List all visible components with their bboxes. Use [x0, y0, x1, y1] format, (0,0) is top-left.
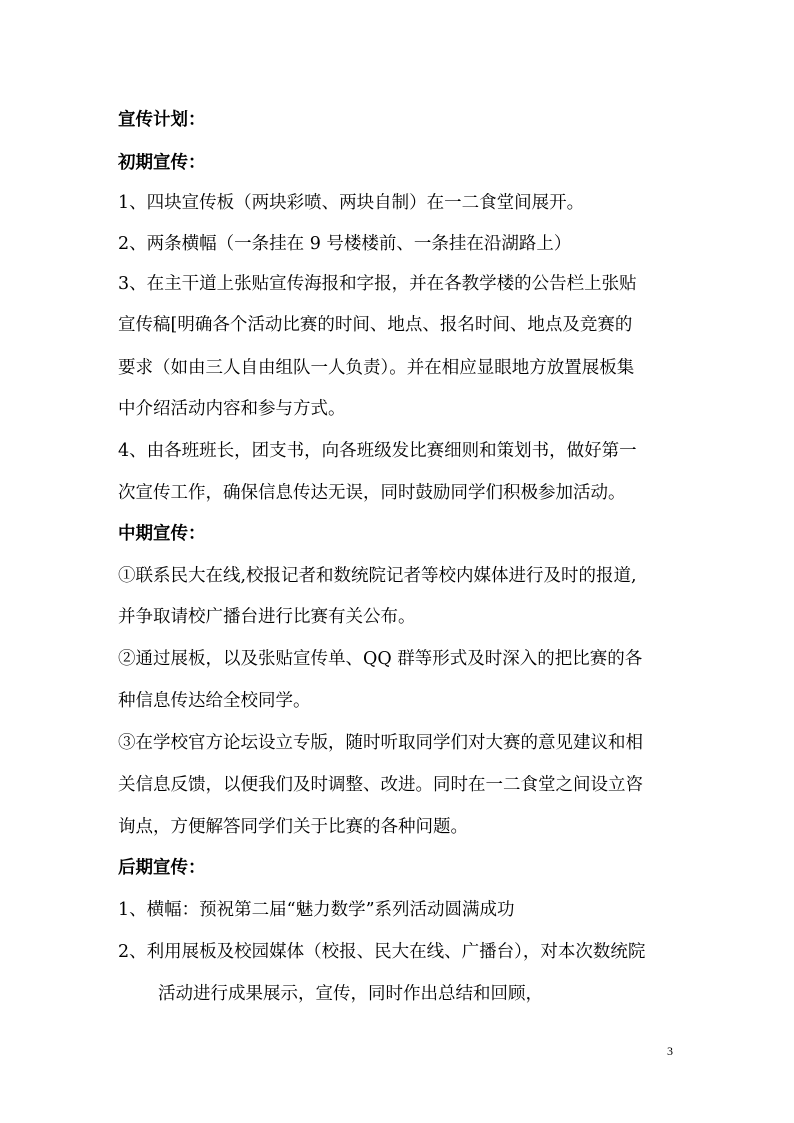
early-line-4: 宣传稿[明确各个活动比赛的时间、地点、报名时间、地点及竞赛的 [118, 315, 633, 335]
late-line-2: 2、利用展板及校园媒体（校报、民大在线、广播台），对本次数统院 [118, 942, 646, 962]
middle-line-2: 并争取请校广播台进行比赛有关公布。 [118, 607, 416, 627]
middle-line-7: 询点，方便解答同学们关于比赛的各种问题。 [118, 817, 468, 837]
early-line-3: 3、在主干道上张贴宣传海报和字报，并在各教学楼的公告栏上张贴 [118, 274, 637, 294]
late-section-title: 后期宣传： [118, 858, 206, 878]
plan-heading: 宣传计划： [118, 110, 206, 130]
early-line-5: 要求（如由三人自由组队一人负责）。并在相应显眼地方放置展板集 [118, 358, 635, 378]
middle-section-title: 中期宣传： [118, 524, 206, 544]
late-line-1: 1、横幅：预祝第二届“魅力数学”系列活动圆满成功 [118, 900, 515, 920]
middle-line-4: 种信息传达给全校同学。 [118, 691, 311, 711]
middle-line-3: ②通过展板，以及张贴宣传单、QQ 群等形式及时深入的把比赛的各 [118, 649, 643, 669]
middle-line-5: ③在学校官方论坛设立专版，随时听取同学们对大赛的意见建议和相 [118, 733, 643, 753]
middle-line-1: ①联系民大在线,校报记者和数统院记者等校内媒体进行及时的报道, [118, 566, 637, 586]
early-line-2: 2、两条横幅（一条挂在 9 号楼楼前、一条挂在沿湖路上） [118, 234, 572, 254]
late-line-3: 活动进行成果展示，宣传，同时作出总结和回顾， [158, 984, 543, 1004]
early-line-8: 次宣传工作，确保信息传达无误，同时鼓励同学们积极参加活动。 [118, 483, 626, 503]
middle-line-6: 关信息反馈，以便我们及时调整、改进。同时在一二食堂之间设立咨 [118, 775, 643, 795]
early-line-1: 1、四块宣传板（两块彩喷、两块自制）在一二食堂间展开。 [118, 193, 585, 213]
early-line-6: 中介绍活动内容和参与方式。 [118, 399, 346, 419]
page-number: 3 [667, 1044, 673, 1058]
early-section-title: 初期宣传： [118, 153, 206, 173]
early-line-7: 4、由各班班长，团支书，向各班级发比赛细则和策划书，做好第一 [118, 441, 637, 461]
